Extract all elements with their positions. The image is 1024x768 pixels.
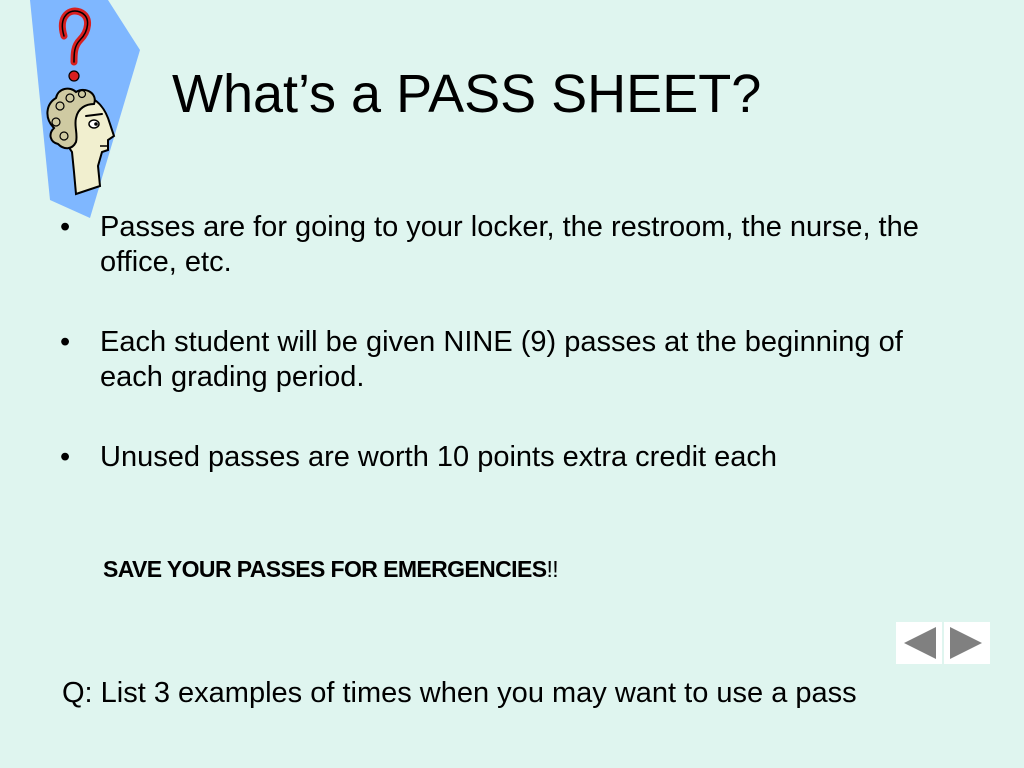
bullet-item — [60, 210, 940, 280]
slide-title: What’s a PASS SHEET? — [172, 64, 762, 124]
emphasis-text: SAVE YOUR PASSES FOR EMERGENCIES — [103, 556, 547, 582]
bullet-dot: • — [60, 441, 71, 473]
bullet-text: Unused passes are worth 10 points extra credit each — [100, 441, 778, 473]
thinking-person-question-mark-icon — [28, 0, 148, 218]
next-slide-button[interactable] — [944, 622, 990, 664]
bullet-text: Passes are for going to your locker, the restroom, the nurse, the office, etc. — [100, 211, 919, 278]
next-arrow-icon — [944, 622, 990, 664]
emphasis-suffix: !! — [546, 556, 559, 582]
bullet-dot: • — [60, 211, 71, 243]
question-text: Q: List 3 examples of times when you may want to use a pass — [62, 677, 857, 709]
bullet-dot: • — [60, 326, 71, 358]
bullet-item — [60, 325, 940, 395]
emphasis-note — [103, 554, 558, 584]
bullet-text: Each student will be given NINE (9) passes at the beginning of each grading period. — [100, 326, 903, 393]
bullet-list — [60, 210, 940, 520]
previous-slide-button[interactable] — [896, 622, 942, 664]
previous-arrow-icon — [896, 622, 942, 664]
bullet-item — [60, 440, 940, 475]
